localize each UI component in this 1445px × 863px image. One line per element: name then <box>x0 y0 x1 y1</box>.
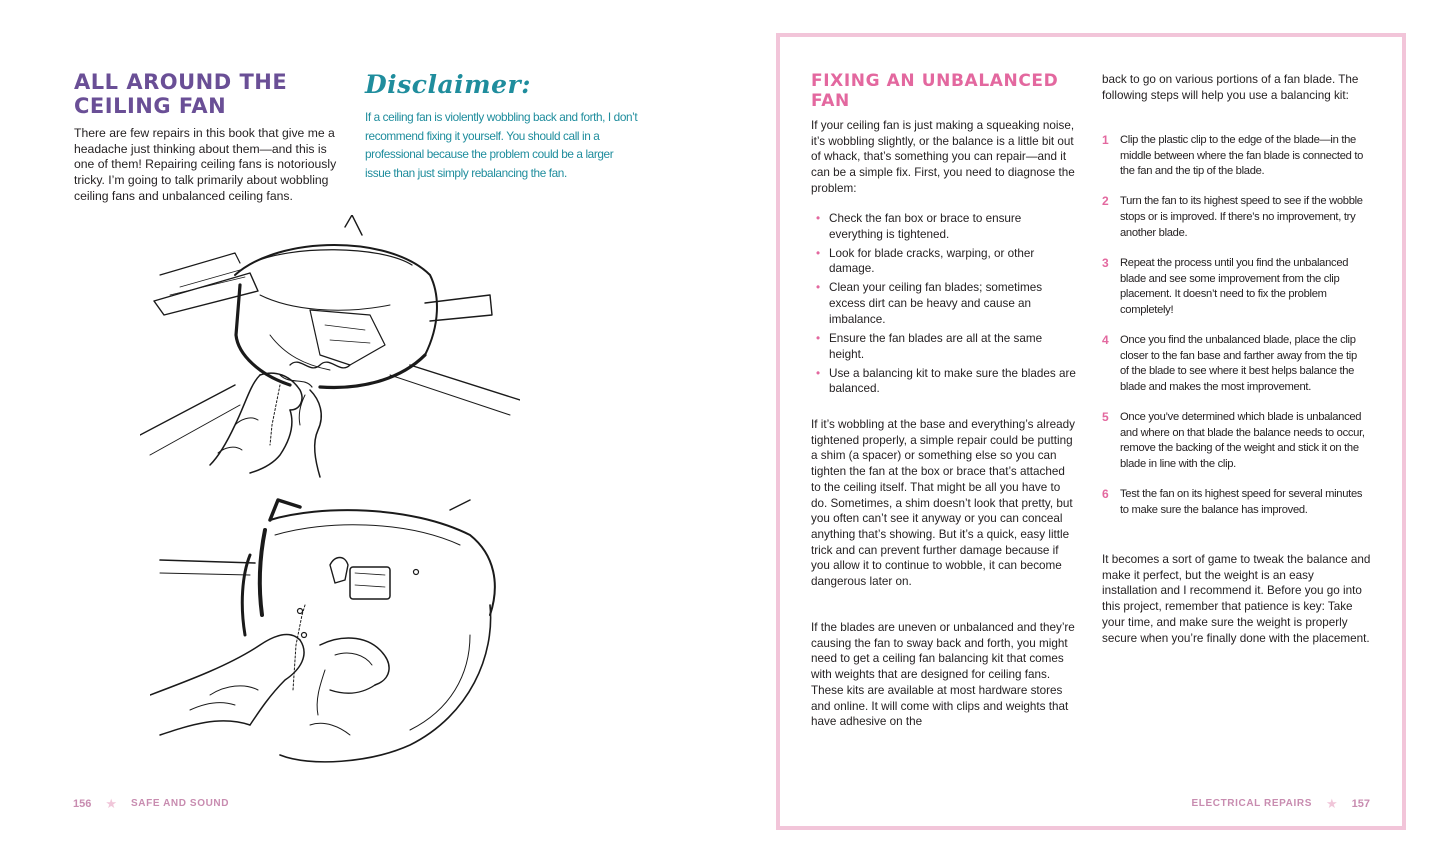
bullet-icon: • <box>816 212 821 225</box>
disclaimer-text: If a ceiling fan is violently wobbling back and forth, I don’t recommend fixing it yourself. You should call in a professional because the problem could be a larger issue than just simply rebalancing the fan. <box>365 110 638 180</box>
step-item: 3 Repeat the process until you find the unbalanced blade and see some improvement from the clip placement. It doesn’t need to fix the problem completely! <box>1102 255 1349 316</box>
intro-paragraph: There are few repairs in this book that give me a headache just thinking about them—and this is one of them! Repairing ceiling fans is notoriously tricky. I’m going to talk primarily about wobbling ceiling fans and unbalanced ceiling fans. <box>74 126 337 203</box>
bullet-icon: • <box>816 366 821 380</box>
paragraph-balancing-kit: If the blades are uneven or unbalanced and they’re causing the fan to sway back and forth, you might need to get a ceiling fan balancing kit that comes with weights that are designed for ceiling fans. These kits are available at most hardware stores and online. It will come with clips and weights that have adhesive on the <box>811 621 1075 729</box>
bullet-icon: • <box>816 246 821 260</box>
section-label-left: SAFE AND SOUND <box>131 798 230 809</box>
footer-left <box>73 797 229 810</box>
list-item: • Ensure the fan blades are all at the same height. <box>816 331 1043 361</box>
list-item: • Check the fan box or brace to ensure everything is tightened. <box>816 212 1022 241</box>
step-item: 4 Once you find the unbalanced blade, place the clip closer to the fan base and farther away from the tip of the blade to see where it best helps balance the blade and makes the most improvement. <box>1102 332 1357 394</box>
bullet-icon: • <box>816 281 821 295</box>
paragraph-conclusion: It becomes a sort of game to tweak the balance and make it perfect, but the weight is an easy installation and I recommend it. Before you go into this project, remember that patience is key: Take your time, and make sure the weight is properly secure when you’re finally done with the placement. <box>1102 553 1371 645</box>
disclaimer-heading: Disclaimer: <box>365 70 531 99</box>
step-item: 2 Turn the fan to its highest speed to see if the wobble stops or is improved. If there’s no improvement, try another blade. <box>1102 194 1363 239</box>
list-item: • Clean your ceiling fan blades; sometimes excess dirt can be heavy and cause an imbalance. <box>816 281 1043 326</box>
bullet-icon: • <box>816 331 821 345</box>
paragraph-kit-continued: back to go on various portions of a fan blade. The following steps will help you use a balancing kit: <box>1102 73 1359 102</box>
page-title-right: FIXING AN UNBALANCED FAN <box>811 71 1059 111</box>
paragraph-shim: If it’s wobbling at the base and everything’s already tightened properly, a simple repair could be putting a shim (a spacer) or something else so you can tighten the fan at the box or brace that’s attached to the ceiling itself. That might be all you have to do. Sometimes, a shim doesn’t look that pretty, but you often can’t see it anyway or you can conceal anything that’s showing. But it’s a quick, easy little trick and can prevent further damage because if you allow it to continue to wobble, it can become dangerous later on. <box>811 418 1076 589</box>
section-label-right: ELECTRICAL REPAIRS <box>1191 798 1312 809</box>
paragraph-diagnose: If your ceiling fan is just making a squeaking noise, it’s wobbling slightly, or the balance is a little bit out of whack, that’s something you can repair—and it can be a simple fix. First, you need to diagnose the problem: <box>811 119 1075 195</box>
page-number-left: 156 <box>73 797 92 810</box>
footer-right <box>1192 797 1370 810</box>
star-icon: ★ <box>1325 796 1338 811</box>
step-item: 1 Clip the plastic clip to the edge of the blade—in the middle between where the fan blade is connected to the fan and the tip of the blade. <box>1102 133 1364 178</box>
ceiling-fan-illustration-top <box>140 215 520 480</box>
balancing-steps <box>1102 133 1368 533</box>
star-icon: ★ <box>105 796 118 811</box>
list-item: • Use a balancing kit to make sure the blades are balanced. <box>816 366 1076 396</box>
page-number-right: 157 <box>1351 797 1370 810</box>
page-title-left: ALL AROUND THE CEILING FAN <box>74 70 288 118</box>
list-item: • Look for blade cracks, warping, or other damage. <box>816 246 1035 276</box>
diagnosis-checklist <box>816 211 1076 400</box>
balancing-kit-illustration <box>150 495 520 770</box>
step-item: 6 Test the fan on its highest speed for several minutes to make sure the balance has improved. <box>1102 487 1363 516</box>
step-item: 5 Once you’ve determined which blade is unbalanced and where on that blade the balance needs to occur, remove the backing of the weight and stick it on the blade in line with the clip. <box>1102 410 1365 471</box>
